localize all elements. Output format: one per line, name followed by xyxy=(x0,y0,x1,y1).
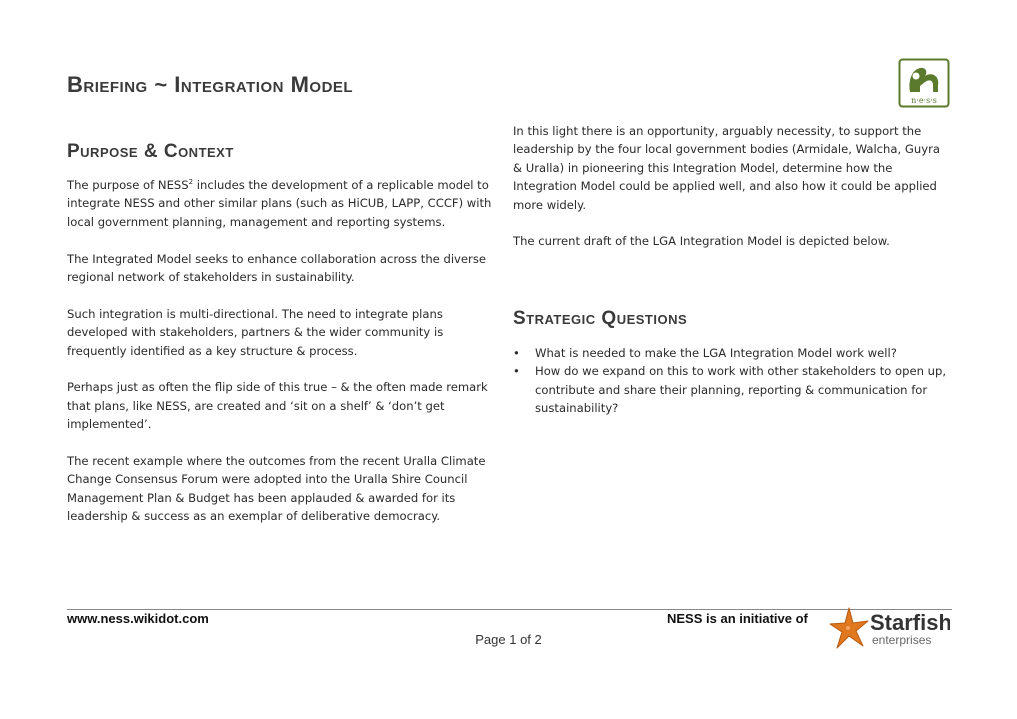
ness-logo xyxy=(898,58,950,108)
bullet-icon: • xyxy=(513,346,520,360)
paragraph-text: includes the development of a replicable model to integrate NESS and other similar plans (such as HiCUB, LAPP, CCCF) with local government planning, management and reporting systems. xyxy=(67,178,492,229)
right-column xyxy=(513,122,948,269)
page-number: Page 1 of 2 xyxy=(475,632,542,647)
section-heading-strategic-questions: Strategic Questions xyxy=(513,308,688,329)
paragraph xyxy=(67,176,497,231)
starfish-logo xyxy=(828,604,950,656)
starfish-name: Starfish xyxy=(870,610,950,635)
footer-divider xyxy=(67,609,952,610)
list-item xyxy=(513,362,953,417)
paragraph: In this light there is an opportunity, arguably necessity, to support the leadership by the four local government bodies (Armidale, Walcha, Guyra & Uralla) in pioneering this Integration Model, determine how the Integration Model could be applied well, and also how it could be applied more widely. xyxy=(513,124,940,212)
footer-initiative-text: NESS is an initiative of xyxy=(667,611,808,626)
list-item xyxy=(513,344,953,362)
starfish-subtitle: enterprises xyxy=(872,633,932,647)
paragraph: The current draft of the LGA Integration Model is depicted below. xyxy=(513,234,890,249)
paragraph: The recent example where the outcomes from the recent Uralla Climate Change Consensus Forum were adopted into the Uralla Shire Council Management Plan & Budget has been applauded & awarded for its leadership & success as an exemplar of deliberative democracy. xyxy=(67,454,486,524)
question-text: How do we expand on this to work with other stakeholders to open up, contribute and share their planning, reporting & communication for sustainability? xyxy=(535,364,947,416)
document-title: Briefing ~ Integration Model xyxy=(67,72,354,97)
section-heading-purpose: Purpose & Context xyxy=(67,141,234,162)
bullet-icon: • xyxy=(513,364,520,379)
footnote-marker: 2 xyxy=(188,178,194,186)
left-column xyxy=(67,176,497,544)
question-text: What is needed to make the LGA Integration Model work well? xyxy=(535,346,897,360)
ness-logo-icon xyxy=(898,58,950,108)
paragraph: Perhaps just as often the flip side of this true – & the often made remark that plans, like NESS, are created and ‘sit on a shelf’ & ‘don’t get implemented’. xyxy=(67,380,488,432)
strategic-questions-list xyxy=(513,344,953,418)
ness-logo-text: n·e·s·s xyxy=(911,96,937,105)
starfish-icon xyxy=(828,604,950,656)
paragraph-text: The purpose of NESS xyxy=(67,178,189,192)
paragraph: Such integration is multi-directional. The need to integrate plans developed with stakeholders, partners & the wider community is frequently identified as a key structure & process. xyxy=(67,306,444,358)
paragraph: The Integrated Model seeks to enhance collaboration across the diverse regional network of stakeholders in sustainability. xyxy=(67,251,486,285)
footer-website-link[interactable]: www.ness.wikidot.com xyxy=(67,611,209,626)
